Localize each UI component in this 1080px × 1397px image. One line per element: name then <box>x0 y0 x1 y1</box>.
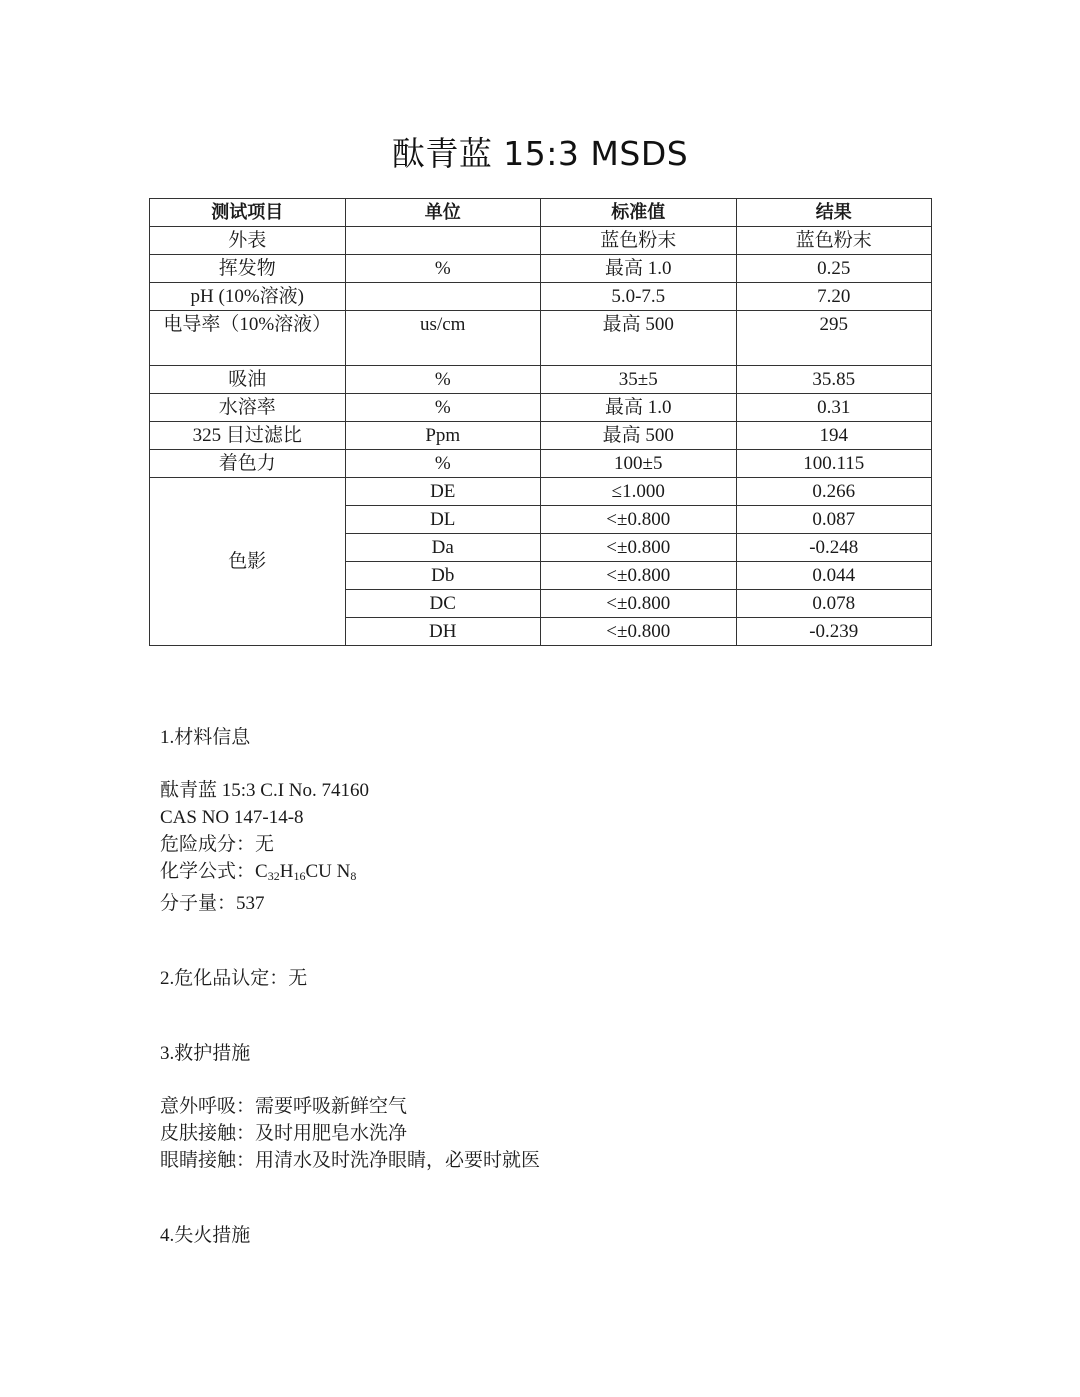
cell-item: pH (10%溶液) <box>150 283 346 311</box>
cell-standard: <±0.800 <box>541 618 737 646</box>
chemical-formula-line <box>160 858 920 890</box>
section-heading-hazard-classification: 2.危化品认定：无 <box>160 968 308 989</box>
cell-unit: % <box>345 366 541 394</box>
cell-standard: <±0.800 <box>541 506 737 534</box>
section-body-first-aid <box>160 1093 920 1174</box>
cell-unit: % <box>345 450 541 478</box>
cell-unit: DC <box>345 590 541 618</box>
formula-h-subscript: 16 <box>293 869 306 883</box>
cell-unit: % <box>345 394 541 422</box>
table-row <box>150 227 932 255</box>
cell-item: 外表 <box>150 227 346 255</box>
formula-c: C <box>255 861 268 882</box>
cell-result: 0.266 <box>736 478 932 506</box>
cell-item: 电导率（10%溶液） <box>150 311 346 366</box>
cell-unit: us/cm <box>345 311 541 366</box>
table-row <box>150 422 932 450</box>
cell-unit: DH <box>345 618 541 646</box>
cell-result: 7.20 <box>736 283 932 311</box>
cell-shade-item: 色影 <box>150 478 346 646</box>
cell-item: 着色力 <box>150 450 346 478</box>
header-result: 结果 <box>736 199 932 227</box>
cell-result: 0.25 <box>736 255 932 283</box>
msds-sections <box>160 724 920 1249</box>
cell-standard: 最高 500 <box>541 422 737 450</box>
table-row <box>150 255 932 283</box>
table-row <box>150 311 932 366</box>
cell-standard: 最高 1.0 <box>541 255 737 283</box>
section-heading-material-info: 1.材料信息 <box>160 727 251 748</box>
section-body-material-info <box>160 777 920 917</box>
formula-label: 化学公式： <box>160 861 256 882</box>
cell-result: 蓝色粉末 <box>736 227 932 255</box>
spec-table <box>149 198 932 646</box>
skin-contact-line: 皮肤接触：及时用肥皂水洗净 <box>160 1123 408 1144</box>
cell-item: 挥发物 <box>150 255 346 283</box>
cell-standard: ≤1.000 <box>541 478 737 506</box>
cell-standard: 5.0-7.5 <box>541 283 737 311</box>
cell-unit: Da <box>345 534 541 562</box>
cell-unit: Db <box>345 562 541 590</box>
cell-standard: 最高 500 <box>541 311 737 366</box>
cell-standard: 蓝色粉末 <box>541 227 737 255</box>
eye-contact-line: 眼睛接触：用清水及时洗净眼睛，必要时就医 <box>160 1150 541 1171</box>
cell-unit: % <box>345 255 541 283</box>
formula-cu-n: CU N <box>305 861 351 882</box>
cell-unit <box>345 227 541 255</box>
formula-n-subscript: 8 <box>350 869 357 883</box>
cell-item: 吸油 <box>150 366 346 394</box>
cell-unit: DE <box>345 478 541 506</box>
formula-c-subscript: 32 <box>267 869 280 883</box>
header-unit: 单位 <box>345 199 541 227</box>
hazardous-component-line: 危险成分：无 <box>160 834 275 855</box>
cell-result: 0.044 <box>736 562 932 590</box>
cell-standard: <±0.800 <box>541 534 737 562</box>
molecular-weight-line: 分子量：537 <box>160 893 265 914</box>
cell-unit: Ppm <box>345 422 541 450</box>
cell-standard: <±0.800 <box>541 562 737 590</box>
table-row <box>150 478 932 506</box>
cell-result: 35.85 <box>736 366 932 394</box>
cell-standard: 35±5 <box>541 366 737 394</box>
table-row <box>150 394 932 422</box>
cell-unit <box>345 283 541 311</box>
table-header-row <box>150 199 932 227</box>
cell-standard: 最高 1.0 <box>541 394 737 422</box>
cell-standard: <±0.800 <box>541 590 737 618</box>
cell-result: -0.239 <box>736 618 932 646</box>
inhalation-line: 意外呼吸：需要呼吸新鲜空气 <box>160 1096 408 1117</box>
cell-result: 100.115 <box>736 450 932 478</box>
page-title: 酞青蓝 15:3 MSDS <box>391 134 689 173</box>
header-item: 测试项目 <box>150 199 346 227</box>
cell-unit: DL <box>345 506 541 534</box>
material-name-line: 酞青蓝 15:3 C.I No. 74160 <box>160 780 370 801</box>
cell-item: 水溶率 <box>150 394 346 422</box>
cell-result: 194 <box>736 422 932 450</box>
cell-item: 325 目过滤比 <box>150 422 346 450</box>
cas-number-line: CAS NO 147-14-8 <box>160 807 304 828</box>
header-standard: 标准值 <box>541 199 737 227</box>
cell-result: 0.078 <box>736 590 932 618</box>
table-row <box>150 450 932 478</box>
cell-result: 0.087 <box>736 506 932 534</box>
formula-h: H <box>279 861 294 882</box>
cell-result: 295 <box>736 311 932 366</box>
cell-result: 0.31 <box>736 394 932 422</box>
cell-standard: 100±5 <box>541 450 737 478</box>
section-heading-fire-measures: 4.失火措施 <box>160 1225 251 1246</box>
section-heading-first-aid: 3.救护措施 <box>160 1043 251 1064</box>
table-row <box>150 283 932 311</box>
table-row <box>150 366 932 394</box>
cell-result: -0.248 <box>736 534 932 562</box>
